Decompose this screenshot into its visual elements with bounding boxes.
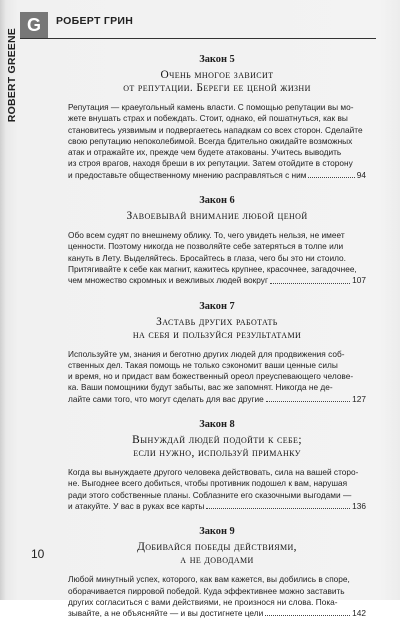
law-text-line: Когда вы вынуждаете другого человека действовать, сила на вашей сторо- xyxy=(68,467,359,478)
law-text-line: Обо всем судят по внешнему облику. То, чего увидеть нельзя, не имеет xyxy=(68,230,345,241)
law-text-line: ценности. Поэтому никогда не позволяйте себе затеряться в толпе или xyxy=(68,241,344,252)
law-text-line-last xyxy=(68,501,366,512)
law-section xyxy=(68,301,366,405)
law-description xyxy=(68,574,366,619)
dot-leader xyxy=(206,501,350,509)
laws-list xyxy=(68,40,366,619)
logo-g: G xyxy=(20,12,48,38)
law-title xyxy=(68,541,366,567)
law-text-line: жете внушать страх и побеждать. Стоит, однако, ей пошатнуться, как вы xyxy=(68,113,348,124)
law-text-line: зывайте, а не объясняйте — и вы достигнете цели xyxy=(68,608,264,619)
law-number: Закон 9 xyxy=(199,526,235,538)
law-text-line: из строя врагов, находя бреши в их репутации. Затем отойдите в сторону xyxy=(68,158,353,169)
law-description xyxy=(68,230,366,286)
law-text-line: атак и отражайте их, прежде чем будете атакованы. Учитесь выводить xyxy=(68,147,342,158)
law-text-line: ственных дел. Такая помощь не только сэкономит ваши ценные силы xyxy=(68,359,338,370)
spine-author xyxy=(6,28,20,208)
law-section xyxy=(68,195,366,286)
law-section xyxy=(68,419,366,512)
law-text-line: и время, но и придаст вам божественный ореол преуспевающего челове- xyxy=(68,371,354,382)
law-number: Закон 8 xyxy=(199,419,235,431)
law-title xyxy=(68,316,366,342)
law-title-line: Завоевывай внимание любой ценой xyxy=(126,210,308,223)
law-title xyxy=(68,69,366,95)
law-section xyxy=(68,526,366,619)
law-title-line: Добивайся победы действиями, xyxy=(137,541,297,554)
dot-leader xyxy=(308,170,354,178)
law-page-ref: 107 xyxy=(352,275,366,286)
law-page-ref: 94 xyxy=(356,169,366,180)
page-number: 10 xyxy=(31,547,45,561)
law-title-line: а не доводами xyxy=(180,554,254,567)
law-text-line: становитесь уязвимым и подвергаетесь нападкам со всех сторон. Сделайте xyxy=(68,124,363,135)
spine-author-text: ROBERT GREENE xyxy=(6,28,18,123)
law-text-line: оборачивается пирровой победой. Куда эффективнее можно заставить xyxy=(68,585,345,596)
law-page-ref: 142 xyxy=(352,608,366,619)
law-text-line: и атакуйте. У вас в руках все карты xyxy=(68,500,205,511)
law-title-line: если нужно, используй приманку xyxy=(133,447,301,460)
law-text-line-last xyxy=(68,275,366,286)
law-text-line: ка. Ваши помощники будут забыты, вас же запомнят. Никогда не де- xyxy=(68,382,333,393)
law-number: Закон 5 xyxy=(199,54,235,65)
dot-leader xyxy=(266,394,350,402)
law-text-line: кануть в Лету. Выделяйтесь. Бросайтесь в глаза, чего бы это ни стоило. xyxy=(68,252,346,263)
law-text-line: других согласиться с вами действиями, не произнося ни слова. Пока- xyxy=(68,596,338,607)
law-text-line: не. Выгоднее всего добиться, чтобы противник подошел к вам, нарушая xyxy=(68,478,348,489)
law-text-line-last xyxy=(68,608,366,619)
dot-leader xyxy=(270,275,350,283)
law-number: Закон 7 xyxy=(199,300,235,312)
law-text-line: и предоставьте общественному мнению расправляться с ним xyxy=(68,169,307,180)
law-page-ref: 127 xyxy=(352,393,366,404)
law-text-line: Притягивайте к себе как магнит, кажитесь крупнее, красочнее, загадочнее, xyxy=(68,263,357,274)
law-title-line: Вынуждай людей подойти к себе; xyxy=(132,434,302,447)
law-title-line: на себя и пользуйся результатами xyxy=(132,328,302,341)
law-text-line: Любой минутный успех, которого, как вам кажется, вы добились в споре, xyxy=(68,574,350,585)
law-text-line: свою репутацию непоколебимой. Всегда бдительно ожидайте возможных xyxy=(68,135,353,146)
law-page-ref: 136 xyxy=(352,500,366,511)
law-title xyxy=(68,210,366,223)
dot-leader xyxy=(265,608,350,616)
law-section xyxy=(68,54,366,181)
law-title-line: от репутации. Береги ее ценой жизни xyxy=(123,82,311,94)
law-text-line: чем множество скромных и вежливых людей вокруг xyxy=(68,275,268,286)
header-rule xyxy=(20,38,376,39)
law-text-line-last xyxy=(68,170,366,181)
law-text-line-last xyxy=(68,394,366,405)
law-title xyxy=(68,434,366,460)
law-description xyxy=(68,102,366,181)
law-text-line: Используйте ум, знания и беготню других людей для продвижения соб- xyxy=(68,348,345,359)
law-title-line: Очень многое зависит xyxy=(160,69,274,81)
law-text-line: Репутация — краеугольный камень власти. С помощью репутации вы мо- xyxy=(68,102,354,112)
law-description xyxy=(68,467,366,512)
law-text-line: лайте сами того, что могут сделать для вас другие xyxy=(68,393,264,404)
law-number: Закон 6 xyxy=(199,195,235,207)
law-description xyxy=(68,349,366,405)
running-header-author: РОБЕРТ ГРИН xyxy=(56,15,134,27)
law-title-line: Заставь других работать xyxy=(156,315,278,328)
law-text-line: ради этого собственные планы. Соблазните его сказочными выгодами — xyxy=(68,489,352,500)
